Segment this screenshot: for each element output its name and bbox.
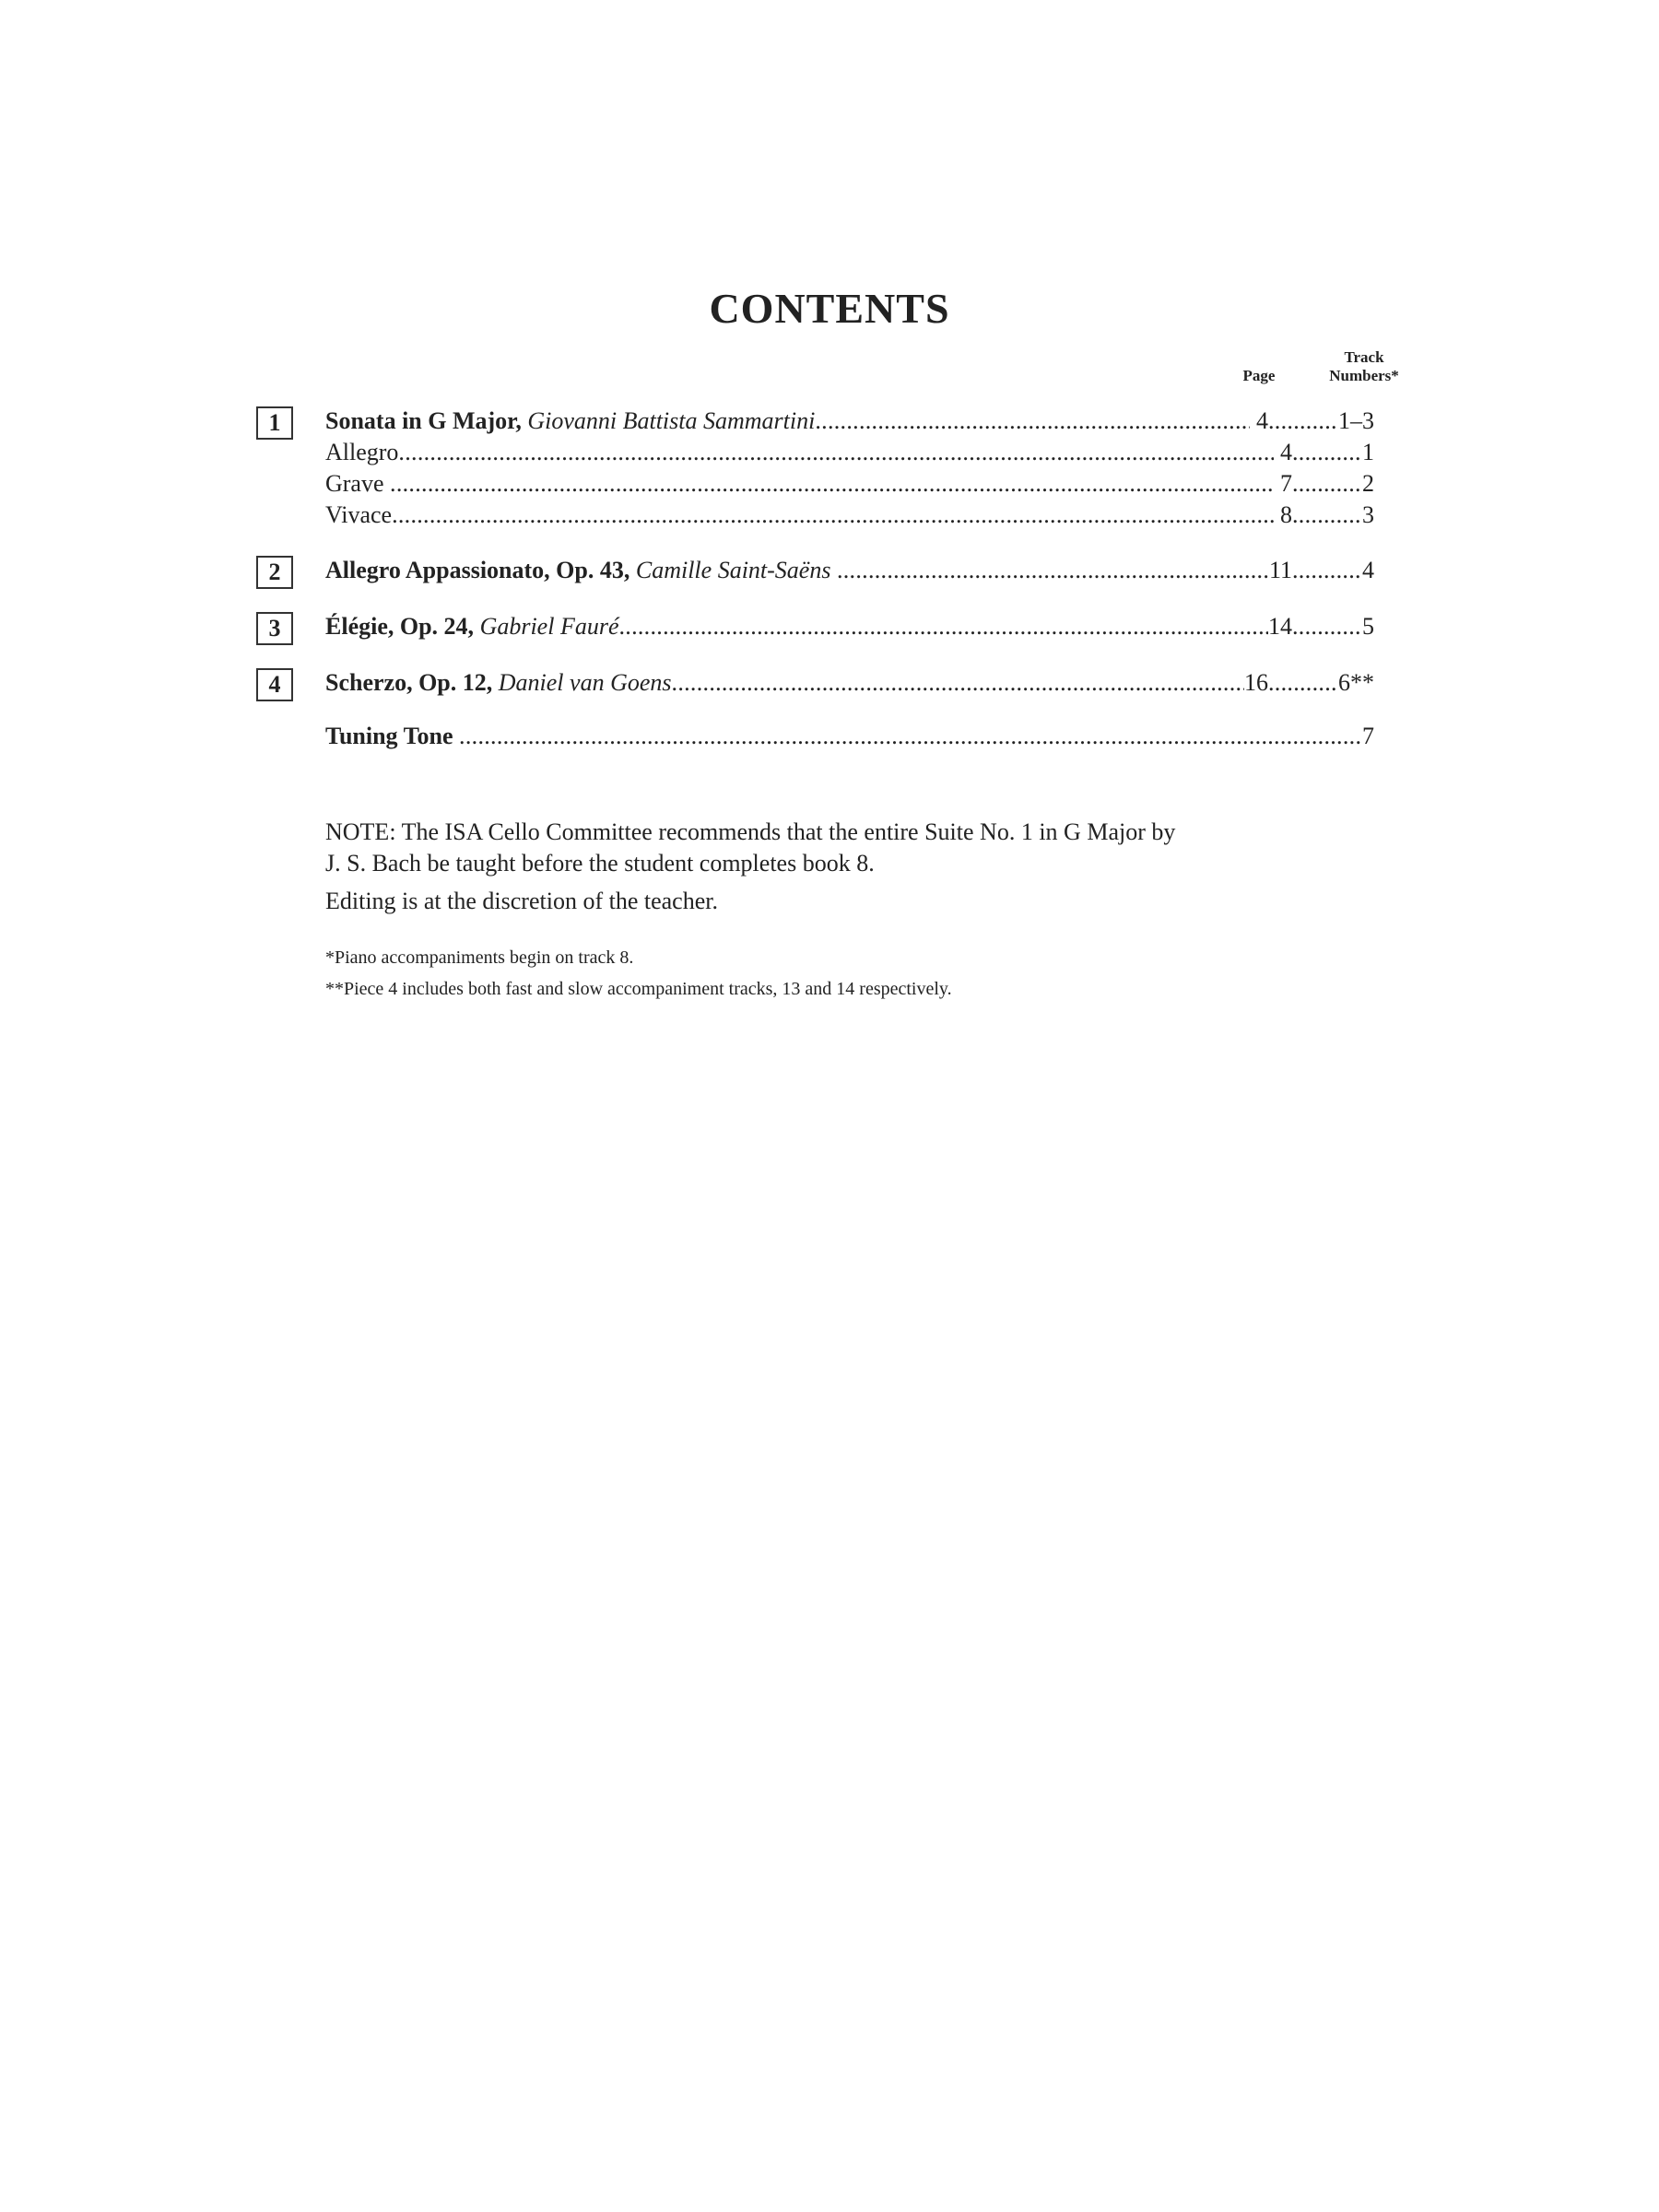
dot-leader: [1292, 611, 1362, 642]
track-numbers: 1–3: [1338, 407, 1374, 434]
toc-tuning-tone[interactable]: [325, 721, 1374, 752]
composer-name: Gabriel Fauré: [479, 613, 619, 640]
toc-entry[interactable]: [325, 667, 1374, 699]
dot-leader: [618, 611, 1268, 642]
dot-leader: [1268, 667, 1338, 699]
dot-leader: [1292, 468, 1362, 500]
page-number: 4: [1280, 439, 1292, 465]
dot-leader: [398, 437, 1274, 468]
toc-movement[interactable]: [325, 468, 1374, 500]
dot-leader: [392, 500, 1274, 531]
page-number: 14: [1268, 613, 1292, 640]
dot-leader: [1268, 406, 1338, 437]
piece-title: Scherzo, Op. 12,: [325, 669, 493, 696]
track-numbers: 5: [1362, 613, 1374, 640]
track-numbers: 4: [1362, 557, 1374, 583]
toc-movement[interactable]: [325, 437, 1374, 468]
dot-leader: [390, 468, 1274, 500]
toc-movement[interactable]: [325, 500, 1374, 531]
track-numbers: 2: [1362, 470, 1374, 497]
dot-leader: [672, 667, 1244, 699]
piece-number-box: 3: [256, 612, 293, 645]
piece-title: Élégie, Op. 24,: [325, 613, 475, 640]
composer-name: Giovanni Battista Sammartini: [527, 407, 816, 434]
track-numbers: 1: [1362, 439, 1374, 465]
page-number: 16: [1244, 669, 1268, 696]
dot-leader: [837, 555, 1269, 586]
movement-title: Vivace: [325, 501, 393, 528]
page-column-label: Page: [1242, 367, 1276, 384]
piece-title: Allegro Appassionato, Op. 43,: [325, 557, 630, 583]
track-column-label-line1: Track: [1344, 348, 1384, 366]
note-line: NOTE: The ISA Cello Committee recommends that the entire Suite No. 1 in G Major by: [325, 818, 1176, 845]
dot-leader: [815, 406, 1250, 437]
tuning-tone-title: Tuning Tone: [325, 723, 453, 749]
track-numbers: 7: [1362, 723, 1374, 749]
piece-number-box: 1: [256, 406, 293, 440]
footnote: **Piece 4 includes both fast and slow accompaniment tracks, 13 and 14 respectively.: [325, 979, 952, 999]
piece-title: Sonata in G Major,: [325, 407, 522, 434]
dot-leader: [459, 721, 1362, 752]
track-column-label-line2: Numbers*: [1329, 367, 1399, 384]
footnote: *Piano accompaniments begin on track 8.: [325, 947, 634, 968]
page-title: CONTENTS: [709, 285, 950, 332]
track-column-header: [1318, 348, 1410, 385]
toc-entry[interactable]: [325, 406, 1374, 437]
dot-leader: [1292, 437, 1362, 468]
page-number: 4: [1256, 407, 1268, 434]
toc-entry[interactable]: [325, 611, 1374, 642]
page-column-header: [1231, 367, 1287, 385]
track-numbers: 3: [1362, 501, 1374, 528]
piece-number-box: 4: [256, 668, 293, 701]
page-number: 8: [1280, 501, 1292, 528]
movement-title: Grave: [325, 470, 384, 497]
toc-entry[interactable]: [325, 555, 1374, 586]
track-numbers: 6**: [1338, 669, 1374, 696]
page-number: 11: [1268, 557, 1292, 583]
composer-name: Camille Saint-Saëns: [635, 557, 831, 583]
composer-name: Daniel van Goens: [498, 669, 672, 696]
note-line: Editing is at the discretion of the teacher.: [325, 888, 718, 914]
note-line: J. S. Bach be taught before the student completes book 8.: [325, 850, 875, 877]
dot-leader: [1292, 555, 1362, 586]
movement-title: Allegro: [325, 439, 399, 465]
piece-number-box: 2: [256, 556, 293, 589]
dot-leader: [1292, 500, 1362, 531]
page-number: 7: [1280, 470, 1292, 497]
